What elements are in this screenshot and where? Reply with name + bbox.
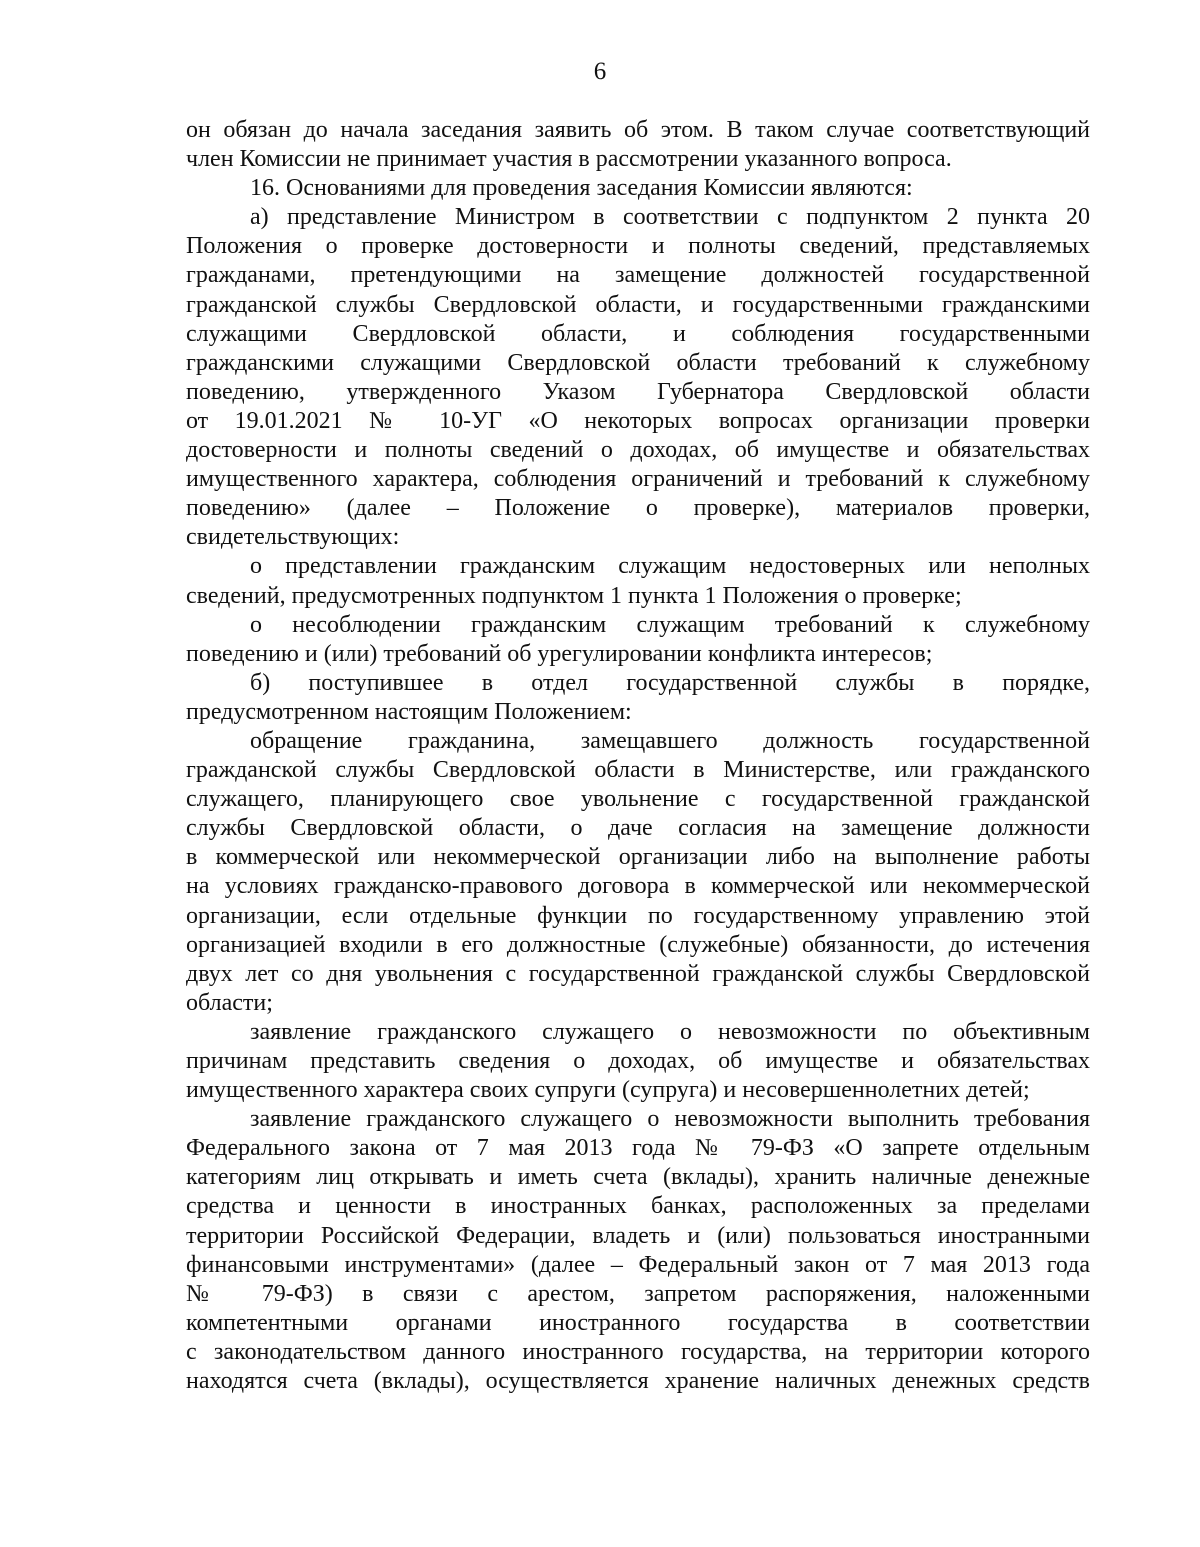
text-line: находятся счета (вклады), осуществляется хранение наличных денежных средств: [186, 1368, 1090, 1395]
text-line: имущественного характера своих супруги (супруга) и несовершеннолетних детей;: [186, 1077, 1030, 1104]
document-body: [186, 116, 1090, 1396]
text-line: категориям лиц открывать и иметь счета (вклады), хранить наличные денежные: [186, 1164, 1090, 1191]
text-line: службы Свердловской области, о даче согласия на замещение должности: [186, 815, 1090, 842]
text-line: на условиях гражданско-правового договора в коммерческой или некоммерческой: [186, 873, 1090, 900]
text-line: гражданской службы Свердловской области, и государственными гражданскими: [186, 291, 1090, 318]
text-line: а) представление Министром в соответствии с подпунктом 2 пункта 20: [250, 204, 1090, 231]
text-line: причинам представить сведения о доходах, об имуществе и обязательствах: [186, 1048, 1090, 1074]
text-line: гражданскими служащими Свердловской области требований к служебному: [186, 349, 1090, 376]
text-line: № 79-ФЗ) в связи с арестом, запретом распоряжения, наложенными: [186, 1280, 1090, 1307]
text-line: о представлении гражданским служащим недостоверных или неполных: [250, 553, 1090, 580]
text-line: б) поступившее в отдел государственной службы в порядке,: [250, 669, 1090, 696]
text-line: Федерального закона от 7 мая 2013 года № 79-ФЗ «О запрете отдельным: [186, 1135, 1090, 1162]
text-line: гражданами, претендующими на замещение должностей государственной: [186, 262, 1090, 289]
text-line: поведению» (далее – Положение о проверке), материалов проверки,: [186, 495, 1090, 522]
text-line: член Комиссии не принимает участия в рассмотрении указанного вопроса.: [186, 146, 952, 173]
text-line: средства и ценности в иностранных банках, расположенных за пределами: [186, 1193, 1090, 1220]
text-line: имущественного характера, соблюдения ограничений и требований к служебному: [186, 466, 1090, 493]
text-line: он обязан до начала заседания заявить об этом. В таком случае соответствующий: [186, 117, 1090, 143]
text-line: поведению и (или) требований об урегулировании конфликта интересов;: [186, 640, 933, 667]
text-line: от 19.01.2021 № 10-УГ «О некоторых вопросах организации проверки: [186, 407, 1090, 434]
text-line: финансовыми инструментами» (далее – Федеральный закон от 7 мая 2013 года: [186, 1251, 1090, 1278]
text-line: Положения о проверке достоверности и полноты сведений, представляемых: [186, 233, 1090, 260]
text-line: о несоблюдении гражданским служащим требований к служебному: [250, 611, 1090, 638]
text-line: поведению, утвержденного Указом Губернатора Свердловской области: [186, 378, 1090, 405]
text-line: гражданской службы Свердловской области в Министерстве, или гражданского: [186, 757, 1090, 784]
text-line: организацией входили в его должностные (служебные) обязанности, до истечения: [186, 931, 1090, 958]
text-line: достоверности и полноты сведений о доходах, об имуществе и обязательствах: [186, 437, 1090, 464]
text-line: территории Российской Федерации, владеть и (или) пользоваться иностранными: [186, 1222, 1090, 1249]
text-line: области;: [186, 989, 273, 1016]
text-line: обращение гражданина, замещавшего должность государственной: [250, 727, 1090, 754]
text-line: сведений, предусмотренных подпунктом 1 пункта 1 Положения о проверке;: [186, 582, 962, 609]
text-line: заявление гражданского служащего о невозможности выполнить требования: [250, 1106, 1090, 1133]
text-line: двух лет со дня увольнения с государственной гражданской службы Свердловской: [186, 960, 1090, 987]
text-line: свидетельствующих:: [186, 524, 400, 551]
text-line: предусмотренном настоящим Положением:: [186, 698, 632, 725]
text-line: в коммерческой или некоммерческой организации либо на выполнение работы: [186, 844, 1090, 871]
text-line: заявление гражданского служащего о невозможности по объективным: [250, 1018, 1090, 1045]
text-line: с законодательством данного иностранного государства, на территории которого: [186, 1338, 1090, 1365]
text-line: организации, если отдельные функции по государственному управлению этой: [186, 902, 1090, 929]
text-line: служащими Свердловской области, и соблюдения государственными: [186, 320, 1090, 347]
text-line: служащего, планирующего свое увольнение с государственной гражданской: [186, 786, 1090, 813]
text-line: компетентными органами иностранного государства в соответствии: [186, 1309, 1090, 1336]
page-number: 6: [593, 58, 607, 85]
text-line: 16. Основаниями для проведения заседания Комиссии являются:: [250, 175, 913, 202]
